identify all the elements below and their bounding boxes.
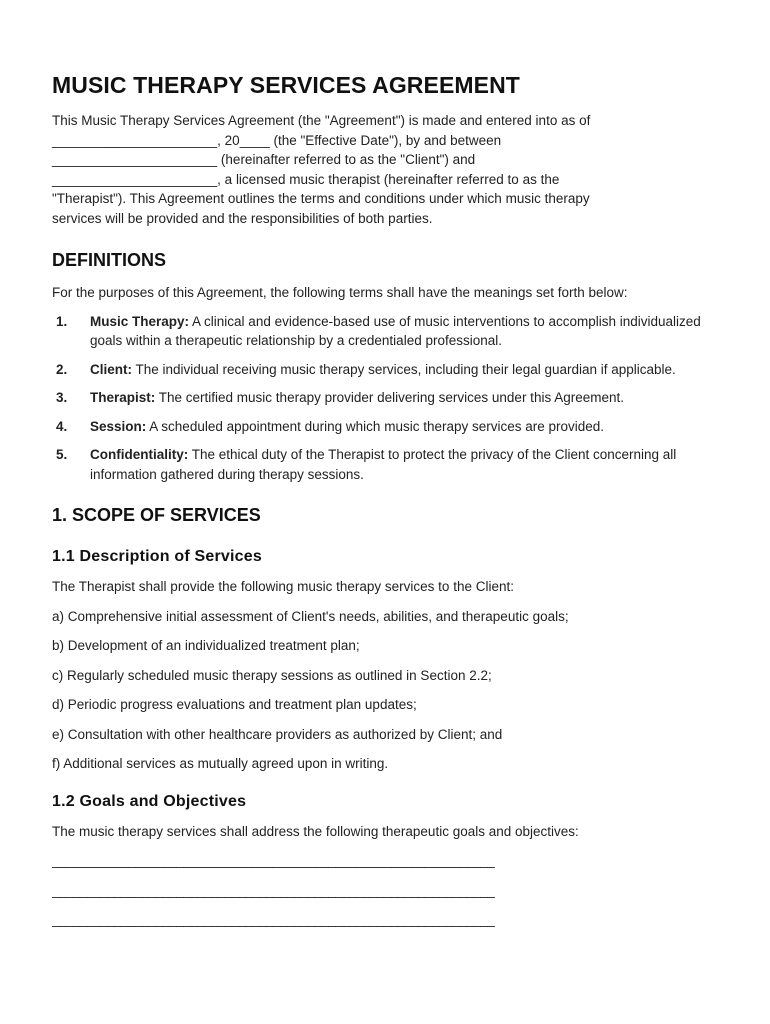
goals-intro: The music therapy services shall address the following therapeutic goals and objectives:	[52, 823, 579, 839]
definitions-heading: DEFINITIONS	[52, 250, 167, 270]
document-content	[52, 72, 720, 930]
goals-heading: 1.2 Goals and Objectives	[52, 792, 247, 810]
definition-body	[90, 360, 720, 380]
definition-term: Music Therapy:	[90, 313, 190, 329]
definition-text: A clinical and evidence-based use of music interventions to accomplish individualized goals within a therapeutic relationship by a credentialed professional.	[90, 313, 701, 348]
description-heading: 1.1 Description of Services	[52, 548, 262, 565]
definitions-list	[52, 312, 720, 485]
intro-line: services will be provided and the responsibilities of both parties.	[52, 210, 433, 226]
definition-body	[90, 417, 720, 437]
document-title: MUSIC THERAPY SERVICES AGREEMENT	[52, 72, 520, 98]
goal-blank-line[interactable]: ________________________________________________________________	[52, 882, 495, 898]
definition-number: 5.	[56, 447, 68, 462]
intro-line: "Therapist"). This Agreement outlines the terms and conditions under which music therapy	[52, 191, 590, 206]
service-item: a) Comprehensive initial assessment of Client's needs, abilities, and therapeutic goals;	[52, 608, 569, 624]
definition-text: The certified music therapy provider delivering services under this Agreement.	[155, 390, 624, 405]
intro-paragraph	[52, 111, 720, 228]
goal-blank-line[interactable]: ________________________________________________________________	[52, 853, 495, 868]
intro-line: ______________________, a licensed music therapist (hereinafter referred to as the	[52, 171, 560, 187]
definition-item	[52, 388, 720, 408]
definition-number: 4.	[56, 418, 68, 434]
scope-heading: 1. SCOPE OF SERVICES	[52, 505, 261, 525]
definition-text: The individual receiving music therapy services, including their legal guardian if applicable.	[132, 361, 676, 377]
intro-line: ______________________ (hereinafter referred to as the "Client") and	[52, 152, 476, 167]
definition-text: A scheduled appointment during which music therapy services are provided.	[146, 418, 605, 434]
service-item: b) Development of an individualized treatment plan;	[52, 638, 360, 653]
definition-number: 1.	[56, 313, 68, 329]
definition-body	[90, 445, 720, 484]
definition-item	[52, 445, 720, 484]
goal-blank-line[interactable]: ________________________________________________________________	[52, 912, 495, 927]
definition-item	[52, 312, 720, 351]
definition-item	[52, 360, 720, 380]
definition-item	[52, 417, 720, 437]
definition-body	[90, 312, 720, 351]
definition-body	[90, 388, 720, 408]
service-item: f) Additional services as mutually agreed upon in writing.	[52, 756, 389, 771]
description-intro: The Therapist shall provide the following music therapy services to the Client:	[52, 579, 514, 594]
definitions-intro: For the purposes of this Agreement, the following terms shall have the meanings set forth below:	[52, 285, 628, 300]
definition-text: The ethical duty of the Therapist to protect the privacy of the Client concerning all information gathered during therapy sessions.	[90, 447, 677, 482]
intro-line: This Music Therapy Services Agreement (the "Agreement") is made and entered into as of	[52, 113, 591, 128]
service-item: e) Consultation with other healthcare providers as authorized by Client; and	[52, 726, 503, 742]
service-item: d) Periodic progress evaluations and treatment plan updates;	[52, 697, 417, 712]
intro-line: ______________________, 20____ (the "Effective Date"), by and between	[52, 132, 502, 148]
definition-term: Confidentiality:	[90, 447, 189, 462]
definition-term: Client:	[90, 361, 132, 377]
definition-number: 2.	[56, 361, 68, 377]
service-item: c) Regularly scheduled music therapy sessions as outlined in Section 2.2;	[52, 667, 492, 683]
definition-number: 3.	[56, 390, 68, 405]
definition-term: Therapist:	[90, 390, 156, 405]
definition-term: Session:	[90, 418, 147, 434]
